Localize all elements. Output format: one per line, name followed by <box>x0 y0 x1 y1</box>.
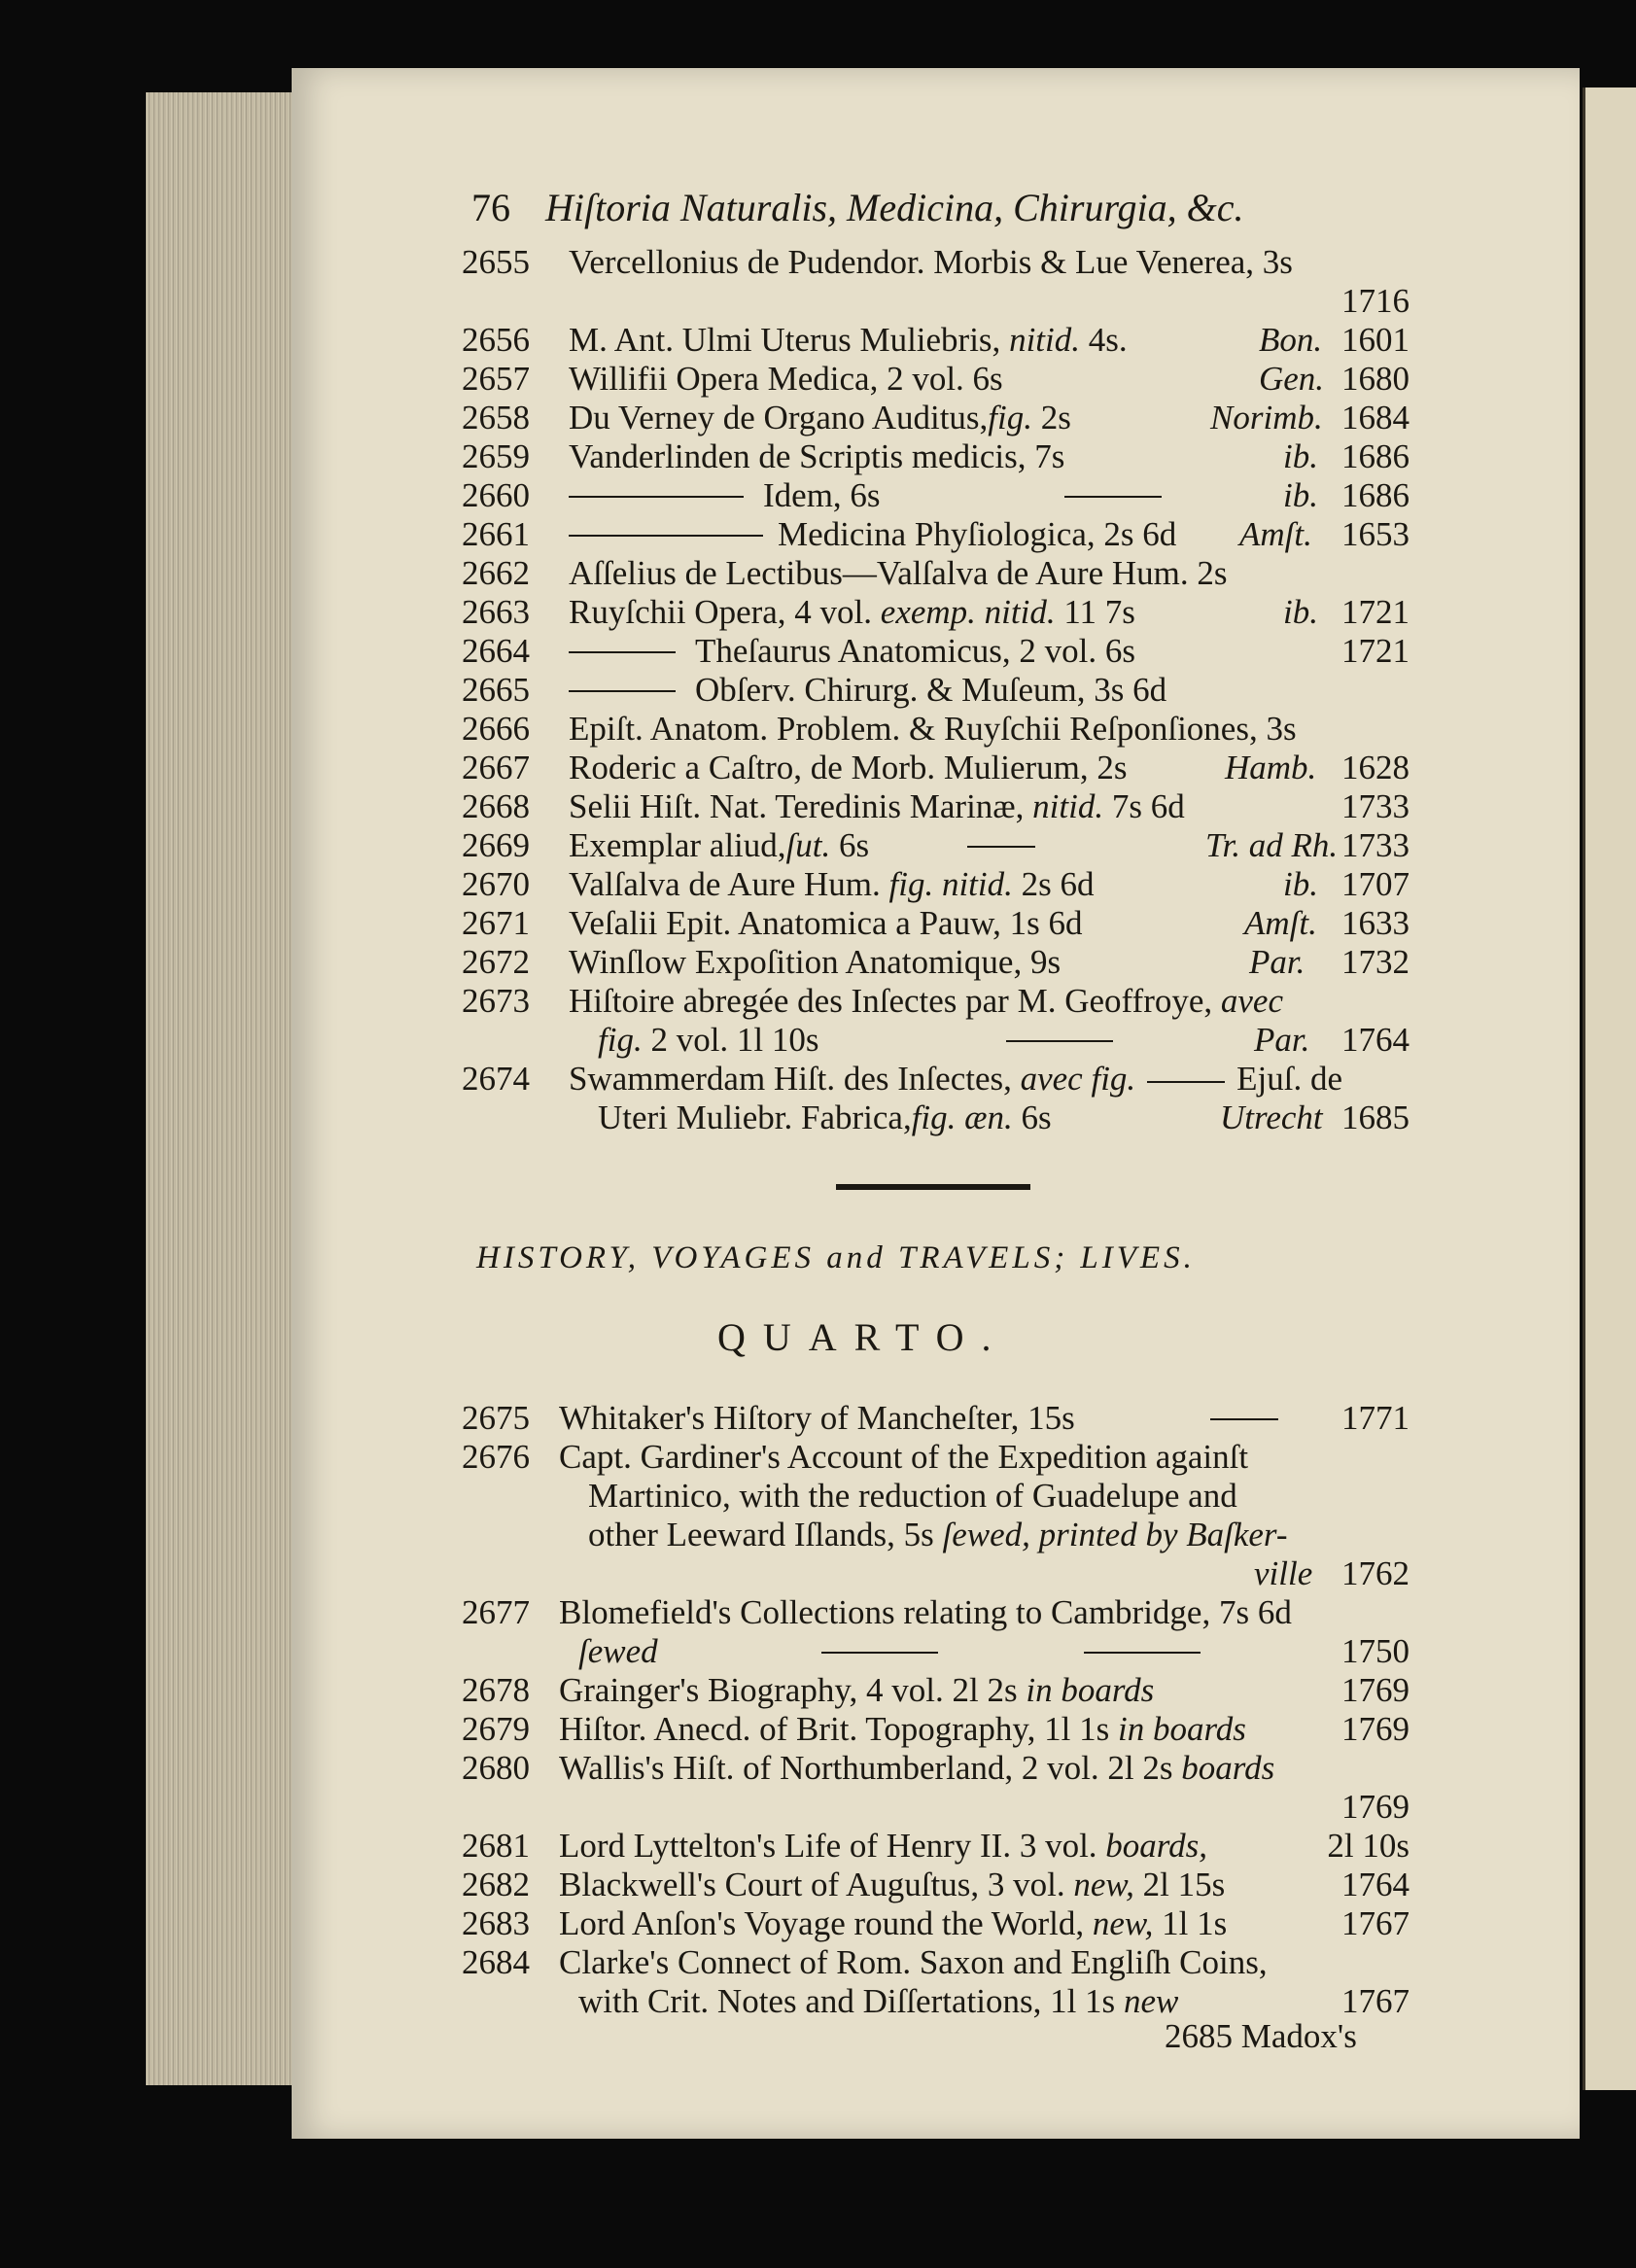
entry-number: 2684 <box>462 1943 530 1981</box>
entry-year: 1750 <box>1341 1632 1410 1670</box>
entry-text: Aſſelius de Lectibus—Valſalva de Aure Hum. 2s <box>569 554 1228 592</box>
entry-year: 1680 <box>1341 360 1410 398</box>
entry-number: 2676 <box>462 1438 530 1476</box>
catchword: 2685 Madox's <box>1165 2017 1357 2055</box>
entry-text: Hiſtoire abregée des Inſectes par M. Geoffroye, avec <box>569 982 1283 1020</box>
catalog-entry-continuation <box>462 1019 1410 1062</box>
entry-text: Epiſt. Anatom. Problem. & Ruyſchii Reſponſiones, 3s <box>569 710 1297 748</box>
entry-text: Theſaurus Anatomicus, 2 vol. 6s <box>695 632 1136 670</box>
entry-text: Selii Hiſt. Nat. Teredinis Marinæ, nitid. 7s 6d <box>569 787 1185 825</box>
entry-number: 2668 <box>462 787 530 825</box>
entry-year: 1721 <box>1341 632 1410 670</box>
entry-number: 2674 <box>462 1060 530 1098</box>
catalog-entry-continuation <box>462 1630 1410 1673</box>
entry-number: 2677 <box>462 1593 530 1631</box>
catalog-entry <box>462 513 1410 556</box>
entry-year: 1764 <box>1341 1021 1410 1059</box>
entry-text: ville <box>1254 1554 1313 1592</box>
entry-place: Utrecht <box>1220 1099 1323 1136</box>
entry-place: ib. <box>1283 593 1318 631</box>
entry-number: 2665 <box>462 671 530 709</box>
entry-number: 2670 <box>462 865 530 903</box>
catalog-entry <box>462 824 1410 867</box>
entry-text: Obſerv. Chirurg. & Muſeum, 3s 6d <box>695 671 1167 709</box>
entry-text: Medicina Phyſiologica, 2s 6d <box>778 515 1177 553</box>
catalog-entry <box>462 1436 1410 1479</box>
entry-year: 1601 <box>1341 321 1410 359</box>
entry-text: Idem, 6s <box>763 476 881 514</box>
entry-text: ſewed <box>578 1632 658 1670</box>
entry-place: Tr. ad Rh. <box>1205 826 1339 864</box>
entry-number: 2679 <box>462 1710 530 1748</box>
catalog-entry <box>462 747 1410 789</box>
catalog-entry <box>462 474 1410 517</box>
catalog-entry <box>462 591 1410 634</box>
entry-number: 2657 <box>462 360 530 398</box>
catalog-entry <box>462 1902 1410 1945</box>
entry-year: 1767 <box>1341 1904 1410 1942</box>
entry-year: 1769 <box>1341 1710 1410 1748</box>
entry-year: 1707 <box>1341 865 1410 903</box>
entry-place: Amſt. <box>1244 904 1317 942</box>
entry-year: 1716 <box>1341 282 1410 320</box>
catalog-entry <box>462 319 1410 362</box>
catalog-entry <box>462 902 1410 945</box>
ditto-dash <box>569 535 763 537</box>
entry-text: Whitaker's Hiſtory of Mancheſter, 15s <box>559 1399 1075 1437</box>
separator-dash <box>967 846 1035 848</box>
entry-number: 2659 <box>462 437 530 475</box>
entry-year: 1769 <box>1341 1788 1410 1826</box>
entry-year: 1686 <box>1341 437 1410 475</box>
entry-number: 2656 <box>462 321 530 359</box>
entry-place: Norimb. <box>1210 399 1323 436</box>
entry-year: 1685 <box>1341 1099 1410 1136</box>
entry-place: ib. <box>1283 437 1318 475</box>
separator-dash <box>1006 1040 1113 1042</box>
entry-text: Martinico, with the reduction of Guadelupe and <box>588 1477 1237 1515</box>
entry-text: Roderic a Caſtro, de Morb. Mulierum, 2s <box>569 749 1128 786</box>
entry-year: 1771 <box>1341 1399 1410 1437</box>
entry-year: 1633 <box>1341 904 1410 942</box>
entry-year: 1733 <box>1341 787 1410 825</box>
entry-number: 2673 <box>462 982 530 1020</box>
page-header <box>471 185 1244 230</box>
entry-text: Lord Anſon's Voyage round the World, new, 1l 1s <box>559 1904 1228 1942</box>
entry-text: Veſalii Epit. Anatomica a Pauw, 1s 6d <box>569 904 1083 942</box>
entry-year: 1769 <box>1341 1671 1410 1709</box>
entry-text: Uteri Muliebr. Fabrica,fig. æn. 6s <box>598 1099 1052 1136</box>
catalog-entry <box>462 1669 1410 1712</box>
section-divider-rule <box>836 1184 1030 1190</box>
entry-number: 2680 <box>462 1749 530 1787</box>
entry-text: with Crit. Notes and Diſſertations, 1l 1s new <box>578 1982 1179 2020</box>
entry-year: 1721 <box>1341 593 1410 631</box>
entry-year: 1628 <box>1341 749 1410 786</box>
catalog-entry <box>462 980 1410 1023</box>
entry-text: fig. 2 vol. 1l 10s <box>598 1021 819 1059</box>
catalog-entry <box>462 630 1410 673</box>
entry-year: 1762 <box>1341 1554 1410 1592</box>
entry-number: 2660 <box>462 476 530 514</box>
entry-place: Par. <box>1249 943 1305 981</box>
entry-text: Wallis's Hiſt. of Northumberland, 2 vol. 2l 2s boards <box>559 1749 1275 1787</box>
entry-number: 2672 <box>462 943 530 981</box>
entry-number: 2661 <box>462 515 530 553</box>
entry-year: 1764 <box>1341 1866 1410 1903</box>
entry-place: ib. <box>1283 476 1318 514</box>
catalog-entry <box>462 863 1410 906</box>
separator-dash <box>821 1652 938 1654</box>
facing-page-edge <box>1583 87 1636 2090</box>
entry-number: 2658 <box>462 399 530 436</box>
entry-text: Hiſtor. Anecd. of Brit. Topography, 1l 1s in boards <box>559 1710 1246 1748</box>
catalog-entry <box>462 241 1410 284</box>
entry-year: 1653 <box>1341 515 1410 553</box>
separator-dash <box>1084 1652 1201 1654</box>
catalog-entry <box>462 1058 1410 1100</box>
entry-text: Exemplar aliud,ſut. 6s <box>569 826 870 864</box>
catalog-entry <box>462 1825 1410 1867</box>
catalog-entry <box>462 1747 1410 1790</box>
entry-place: Gen. <box>1259 360 1325 398</box>
entry-text: Vercellonius de Pudendor. Morbis & Lue Venerea, 3s <box>569 243 1293 281</box>
catalog-entry-continuation <box>462 1553 1410 1595</box>
entry-place: Hamb. <box>1225 749 1317 786</box>
entry-year: 1733 <box>1341 826 1410 864</box>
separator-dash <box>1064 496 1162 498</box>
entry-place: Bon. <box>1259 321 1323 359</box>
catalog-entry <box>462 1591 1410 1634</box>
catalog-entry <box>462 1397 1410 1440</box>
ditto-dash <box>569 690 676 692</box>
entry-text: Clarke's Connect of Rom. Saxon and Engliſh Coins, <box>559 1943 1268 1981</box>
entry-number: 2666 <box>462 710 530 748</box>
entry-number: 2669 <box>462 826 530 864</box>
section-title: HISTORY, VOYAGES and TRAVELS; LIVES. <box>476 1240 1196 1275</box>
entry-number: 2675 <box>462 1399 530 1437</box>
entry-year: 1686 <box>1341 476 1410 514</box>
entry-text: Blackwell's Court of Auguſtus, 3 vol. new, 2l 15s <box>559 1866 1226 1903</box>
catalog-entry-continuation <box>462 1475 1410 1518</box>
entry-text: Vanderlinden de Scriptis medicis, 7s <box>569 437 1065 475</box>
catalog-entry <box>462 1941 1410 1984</box>
entry-text: M. Ant. Ulmi Uterus Muliebris, nitid. 4s. <box>569 321 1128 359</box>
entry-text: Valſalva de Aure Hum. fig. nitid. 2s 6d <box>569 865 1095 903</box>
catalog-entry-continuation <box>462 1514 1410 1556</box>
catalog-entry <box>462 552 1410 595</box>
entry-number: 2662 <box>462 554 530 592</box>
entry-number: 2678 <box>462 1671 530 1709</box>
entry-text: Grainger's Biography, 4 vol. 2l 2s in boards <box>559 1671 1155 1709</box>
entry-text: Willifii Opera Medica, 2 vol. 6s <box>569 360 1003 398</box>
catalog-entry <box>462 358 1410 401</box>
separator-dash <box>1210 1418 1278 1420</box>
entry-text: Capt. Gardiner's Account of the Expedition againſt <box>559 1438 1249 1476</box>
catalog-entry <box>462 436 1410 478</box>
entry-number: 2682 <box>462 1866 530 1903</box>
entry-number: 2664 <box>462 632 530 670</box>
entry-year: 1684 <box>1341 399 1410 436</box>
entry-number: 2683 <box>462 1904 530 1942</box>
page-edges <box>146 92 299 2085</box>
running-title: Hiſtoria Naturalis, Medicina, Chirurgia, &c. <box>545 186 1244 229</box>
catalog-entry <box>462 785 1410 828</box>
entry-number: 2681 <box>462 1827 530 1865</box>
entry-text: Blomefield's Collections relating to Cambridge, 7s 6d <box>559 1593 1292 1631</box>
entry-number: 2671 <box>462 904 530 942</box>
catalog-entry-continuation <box>462 1786 1410 1829</box>
entry-place: Amſt. <box>1239 515 1312 553</box>
entry-year: 1732 <box>1341 943 1410 981</box>
entry-text: Lord Lyttelton's Life of Henry II. 3 vol. boards, <box>559 1827 1207 1865</box>
catalog-entry <box>462 1864 1410 1906</box>
ditto-dash <box>569 651 676 653</box>
catalog-entry <box>462 397 1410 439</box>
entry-text: Du Verney de Organo Auditus,fig. 2s <box>569 399 1071 436</box>
catalog-entry-continuation <box>462 280 1410 323</box>
entry-text: other Leeward Iſlands, 5s ſewed, printed by Baſker- <box>588 1516 1288 1553</box>
entry-text: Swammerdam Hiſt. des Inſectes, avec fig. Ejuſ. de <box>569 1060 1343 1098</box>
entry-number: 2667 <box>462 749 530 786</box>
entry-number: 2655 <box>462 243 530 281</box>
catalog-entry-continuation <box>462 1097 1410 1139</box>
catalog-entry <box>462 669 1410 712</box>
entry-place: ib. <box>1283 865 1318 903</box>
format-heading: QUARTO. <box>717 1315 1009 1359</box>
page-number: 76 <box>471 186 510 229</box>
entry-text: Winſlow Expoſition Anatomique, 9s <box>569 943 1062 981</box>
entry-place: Par. <box>1254 1021 1310 1059</box>
catalog-entry <box>462 941 1410 984</box>
entry-number: 2663 <box>462 593 530 631</box>
entry-year: 1767 <box>1341 1982 1410 2020</box>
entry-text: Ruyſchii Opera, 4 vol. exemp. nitid. 11 7s <box>569 593 1135 631</box>
entry-price: 2l 10s <box>1327 1827 1410 1865</box>
catalog-entry <box>462 708 1410 750</box>
catalog-entry <box>462 1708 1410 1751</box>
ditto-dash <box>569 496 744 498</box>
